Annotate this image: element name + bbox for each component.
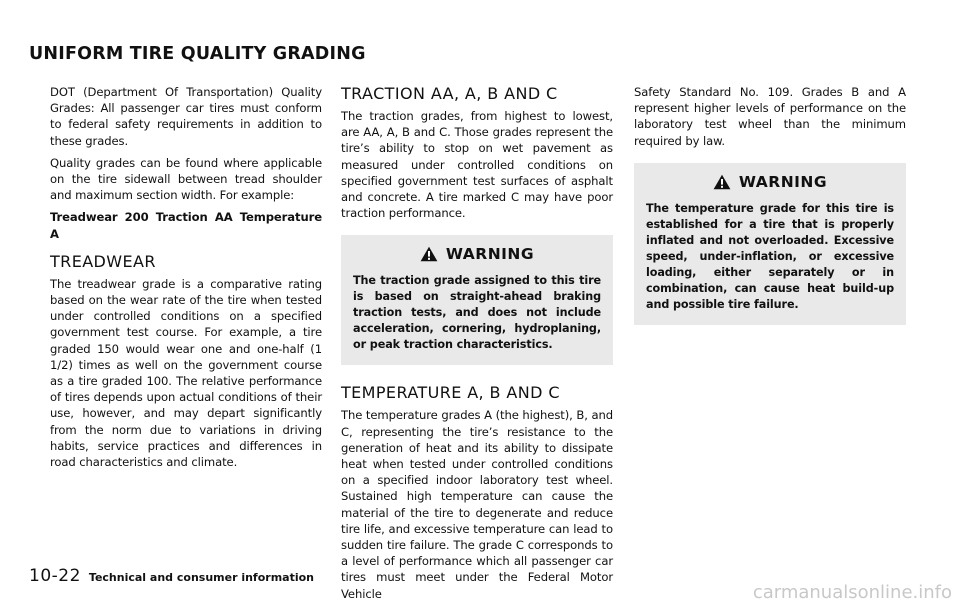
warning-header (353, 245, 601, 263)
warning-triangle-icon (420, 246, 438, 262)
warning-header (646, 173, 894, 191)
traction-warning-text: The traction grade assigned to this tire is based on straight-ahead braking traction tests, and does not include acceleration, cornering, hydroplaning, or peak traction characteristics. (353, 274, 601, 352)
safety-standard-paragraph: Safety Standard No. 109. Grades B and A represent higher levels of performance on the laboratory test wheel than the minimum required by law. (634, 85, 906, 148)
column-left (50, 84, 322, 476)
treadwear-paragraph: The treadwear grade is a comparative rating based on the wear rate of the tire when tested under controlled conditions on a specified government test course. For example, a tire graded 150 would wear one and one-half (1 1/2) times as well on the government course as a tire graded 100. The relative performance of tires depends upon actual conditions of their use, however, and may depart significantly from the norm due to variations in driving habits, service practices and differences in road characteristics and climate. (50, 276, 322, 470)
grade-location-paragraph: Quality grades can be found where applicable on the tire sidewall between tread shoulder and maximum section width. For example: (50, 155, 322, 203)
temperature-paragraph: The temperature grades A (the highest), B, and C, representing the tire’s resistance to the generation of heat and its ability to dissipate heat when tested under controlled conditions on a specified indoor laboratory test wheel. Sustained high temperature can cause the material of the tire to degenerate and reduce tire life, and excessive temperature can lead to sudden tire failure. The grade C corresponds to a level of performance which all passenger car tires must meet under the Federal Motor Vehicle (341, 408, 613, 601)
grade-example: Treadwear 200 Traction AA Temperature A (50, 210, 322, 241)
page-footer (29, 566, 314, 586)
treadwear-heading: TREADWEAR (50, 251, 156, 271)
page-number: 10-22 (29, 566, 81, 586)
traction-paragraph: The traction grades, from highest to lowest, are AA, A, B and C. Those grades represent the tire’s ability to stop on wet pavement as measured under controlled conditions on specified government test surfaces of asphalt and concrete. A tire marked C may have poor traction performance. (341, 109, 613, 221)
warning-triangle-icon (713, 174, 731, 190)
dot-quality-grades-paragraph: DOT (Department Of Transportation) Quality Grades: All passenger car tires must conform to federal safety requirements in addition to these grades. (50, 85, 322, 148)
temperature-heading: TEMPERATURE A, B AND C (341, 383, 560, 403)
traction-heading: TRACTION AA, A, B AND C (341, 84, 558, 103)
page-title: UNIFORM TIRE QUALITY GRADING (29, 44, 366, 64)
warning-label: WARNING (738, 172, 828, 191)
traction-warning-box (341, 235, 613, 365)
column-middle (341, 84, 613, 608)
warning-label: WARNING (445, 245, 535, 264)
section-name: Technical and consumer information (88, 571, 314, 584)
column-right (634, 84, 906, 343)
temperature-warning-text: The temperature grade for this tire is established for a tire that is properly inflated and not overloaded. Excessive speed, under-inflation, or excessive loading, either separately or in combination, can cause heat build-up and possible tire failure. (646, 201, 894, 311)
temperature-warning-box (634, 163, 906, 325)
watermark: carmanualsonline.info (752, 582, 952, 603)
